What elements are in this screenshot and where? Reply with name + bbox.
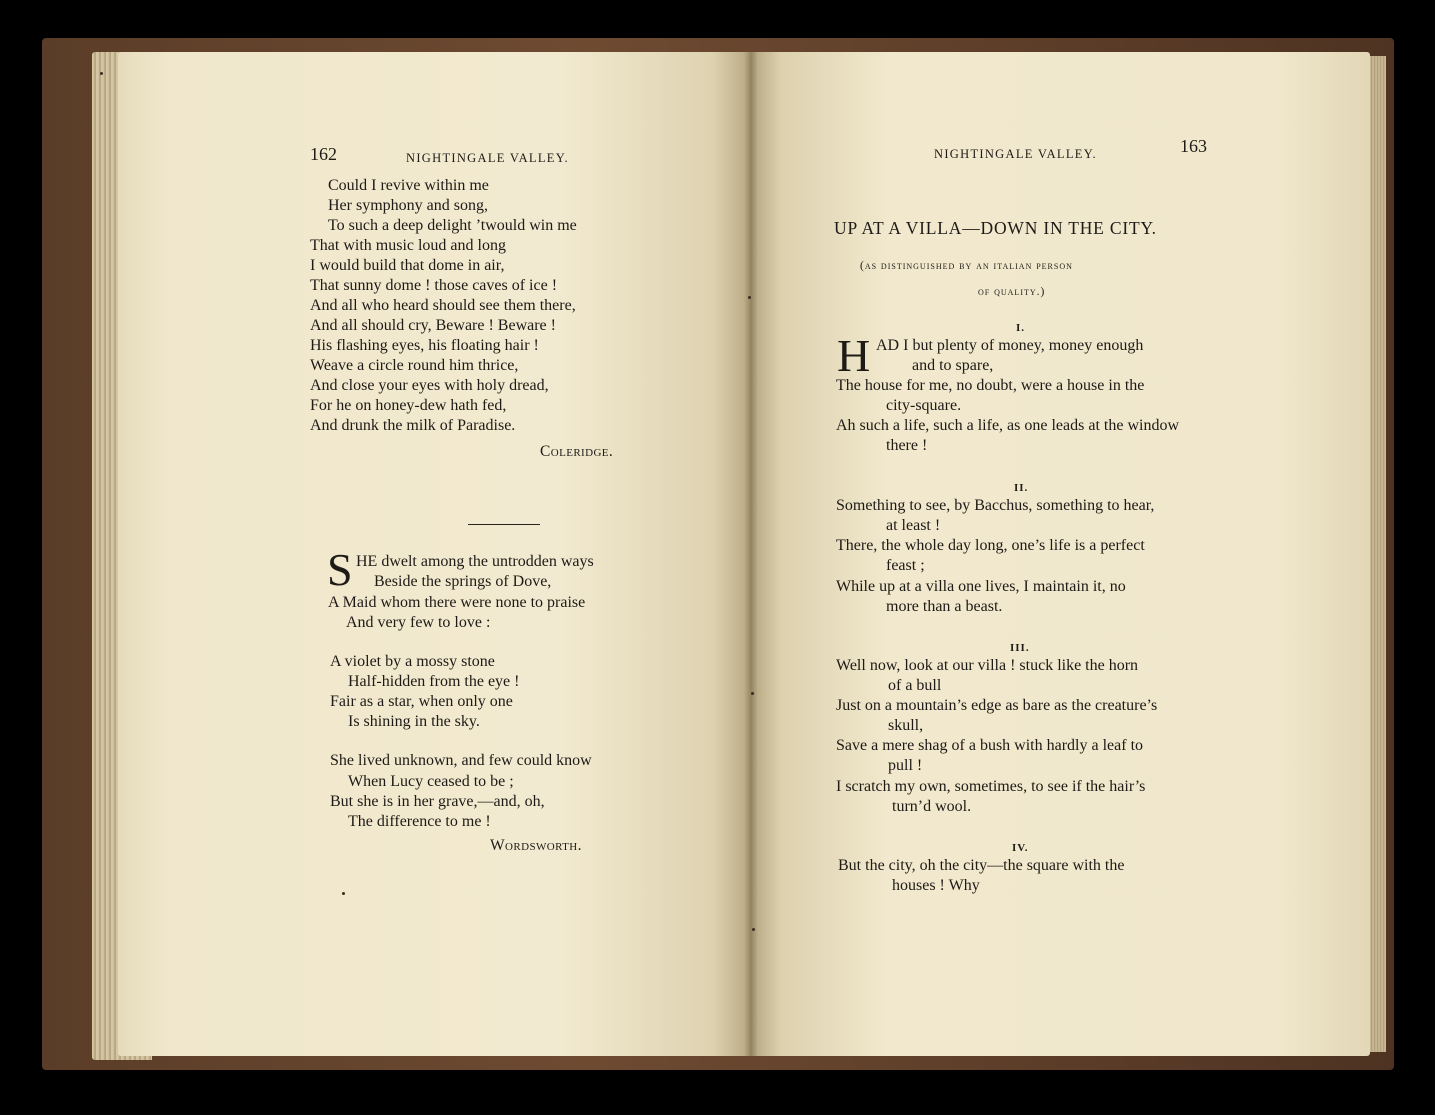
verse-line: While up at a villa one lives, I maintain it, no — [836, 578, 1126, 595]
stanza-numeral: III. — [1010, 642, 1030, 654]
verse-line: city-square. — [886, 397, 962, 414]
verse-line: and to spare, — [912, 357, 994, 374]
verse-line: And all who heard should see them there, — [310, 297, 576, 314]
poem-subtitle: (as distinguished by an italian person — [860, 260, 1073, 272]
verse-line: Fair as a star, when only one — [330, 693, 513, 710]
verse-line: But the city, oh the city—the square with the — [838, 857, 1125, 874]
left-page — [118, 52, 750, 1056]
verse-line: Beside the springs of Dove, — [374, 573, 552, 590]
speck — [752, 928, 755, 931]
stanza-numeral: IV. — [1012, 842, 1029, 854]
verse-line: Something to see, by Bacchus, something to hear, — [836, 497, 1155, 514]
drop-cap: H — [837, 330, 871, 381]
verse-line: HE dwelt among the untrodden ways — [356, 553, 594, 570]
verse-line: But she is in her grave,—and, oh, — [330, 793, 545, 810]
speck — [748, 296, 751, 299]
verse-line: pull ! — [888, 757, 923, 774]
poem-author: Coleridge. — [540, 443, 614, 460]
poem-subtitle: of quality.) — [978, 286, 1046, 298]
verse-line: at least ! — [886, 517, 941, 534]
verse-line: When Lucy ceased to be ; — [348, 773, 514, 790]
verse-line: The house for me, no doubt, were a house in the — [836, 377, 1145, 394]
stanza-numeral: I. — [1016, 322, 1026, 334]
page-edges-right — [1370, 56, 1386, 1052]
verse-line: skull, — [888, 717, 924, 734]
verse-line: And drunk the milk of Paradise. — [310, 417, 516, 434]
verse-line: For he on honey-dew hath fed, — [310, 397, 507, 414]
speck — [342, 892, 345, 895]
verse-line: Ah such a life, such a life, as one leads at the window — [836, 417, 1180, 434]
page-number: 162 — [310, 144, 337, 164]
verse-line: Is shining in the sky. — [348, 713, 480, 730]
verse-line: That with music loud and long — [310, 237, 506, 254]
verse-line: Weave a circle round him thrice, — [310, 357, 519, 374]
verse-line: more than a beast. — [886, 598, 1003, 615]
speck — [100, 72, 103, 75]
verse-line: Just on a mountain’s edge as bare as the creature’s — [836, 697, 1158, 714]
verse-line: Her symphony and song, — [328, 197, 488, 214]
verse-line: To such a deep delight ’twould win me — [328, 217, 577, 234]
drop-cap: S — [327, 544, 353, 595]
verse-line: I scratch my own, sometimes, to see if the hair’s — [836, 778, 1146, 795]
verse-line: AD I but plenty of money, money enough — [876, 337, 1144, 354]
speck — [751, 692, 754, 695]
verse-line: The difference to me ! — [348, 813, 491, 830]
verse-line: And all should cry, Beware ! Beware ! — [310, 317, 556, 334]
verse-line: A Maid whom there were none to praise — [328, 594, 586, 611]
verse-line: His flashing eyes, his floating hair ! — [310, 337, 539, 354]
verse-line: of a bull — [888, 677, 942, 694]
poem-title: UP AT A VILLA—DOWN IN THE CITY. — [834, 218, 1157, 238]
running-head: NIGHTINGALE VALLEY. — [934, 147, 1097, 161]
verse-line: There, the whole day long, one’s life is a perfect — [836, 537, 1145, 554]
verse-line: Half-hidden from the eye ! — [348, 673, 520, 690]
verse-line: Well now, look at our villa ! stuck like the horn — [836, 657, 1139, 674]
stanza-numeral: II. — [1014, 482, 1029, 494]
book-gutter — [744, 52, 758, 1056]
right-page — [750, 52, 1370, 1056]
verse-line: That sunny dome ! those caves of ice ! — [310, 277, 558, 294]
verse-line: And very few to love : — [346, 614, 491, 631]
poem-author: Wordsworth. — [490, 837, 582, 854]
verse-line: houses ! Why — [892, 877, 980, 894]
verse-line: turn’d wool. — [892, 798, 972, 815]
verse-line: And close your eyes with holy dread, — [310, 377, 549, 394]
verse-line: A violet by a mossy stone — [330, 653, 495, 670]
verse-line: I would build that dome in air, — [310, 257, 505, 274]
running-head: NIGHTINGALE VALLEY. — [406, 151, 569, 165]
verse-line: there ! — [886, 437, 928, 454]
verse-line: Could I revive within me — [328, 177, 489, 194]
section-divider — [468, 524, 540, 525]
page-number: 163 — [1180, 136, 1207, 156]
verse-line: Save a mere shag of a bush with hardly a leaf to — [836, 737, 1144, 754]
verse-line: She lived unknown, and few could know — [330, 752, 592, 769]
verse-line: feast ; — [886, 557, 925, 574]
